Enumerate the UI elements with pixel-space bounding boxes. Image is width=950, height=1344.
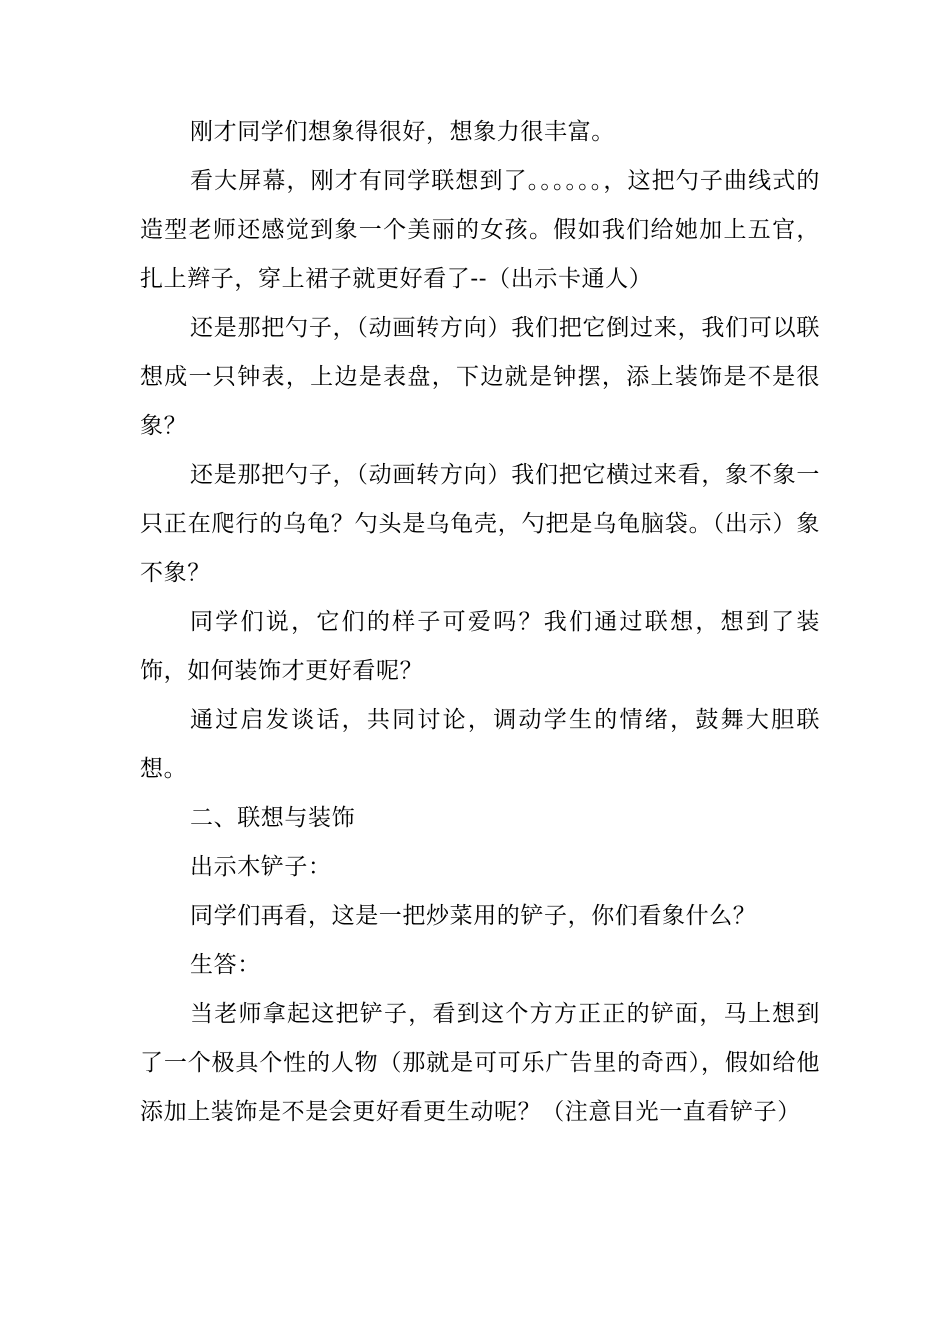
paragraph: 还是那把勺子，（动画转方向）我们把它横过来看，象不象一只正在爬行的乌龟？勺头是乌龟壳，勺把是乌龟脑袋。（出示）象不象？ [140, 462, 820, 586]
document-body [140, 108, 820, 1137]
paragraph: 同学们再看，这是一把炒菜用的铲子，你们看象什么？ [190, 903, 757, 929]
paragraph: 通过启发谈话，共同讨论，调动学生的情绪，鼓舞大胆联想。 [140, 707, 820, 782]
paragraph: 刚才同学们想象得很好，想象力很丰富。 [190, 119, 615, 145]
paragraph: 出示木铲子： [190, 854, 332, 880]
paragraph: 同学们说，它们的样子可爱吗？我们通过联想，想到了装饰，如何装饰才更好看呢？ [140, 609, 820, 684]
paragraph: 生答： [190, 952, 261, 978]
paragraph: 还是那把勺子，（动画转方向）我们把它倒过来，我们可以联想成一只钟表，上边是表盘，下边就是钟摆，添上装饰是不是很象？ [140, 315, 820, 439]
paragraph: 当老师拿起这把铲子，看到这个方方正正的铲面，马上想到了一个极具个性的人物（那就是可可乐广告里的奇西），假如给他添加上装饰是不是会更好看更生动呢？（注意目光一直看铲子） [140, 1001, 820, 1125]
section-heading: 二、联想与装饰 [190, 805, 356, 831]
paragraph: 看大屏幕，刚才有同学联想到了。。。。。。，这把勺子曲线式的造型老师还感觉到象一个美丽的女孩。假如我们给她加上五官，扎上辫子，穿上裙子就更好看了--（出示卡通人） [140, 168, 820, 292]
